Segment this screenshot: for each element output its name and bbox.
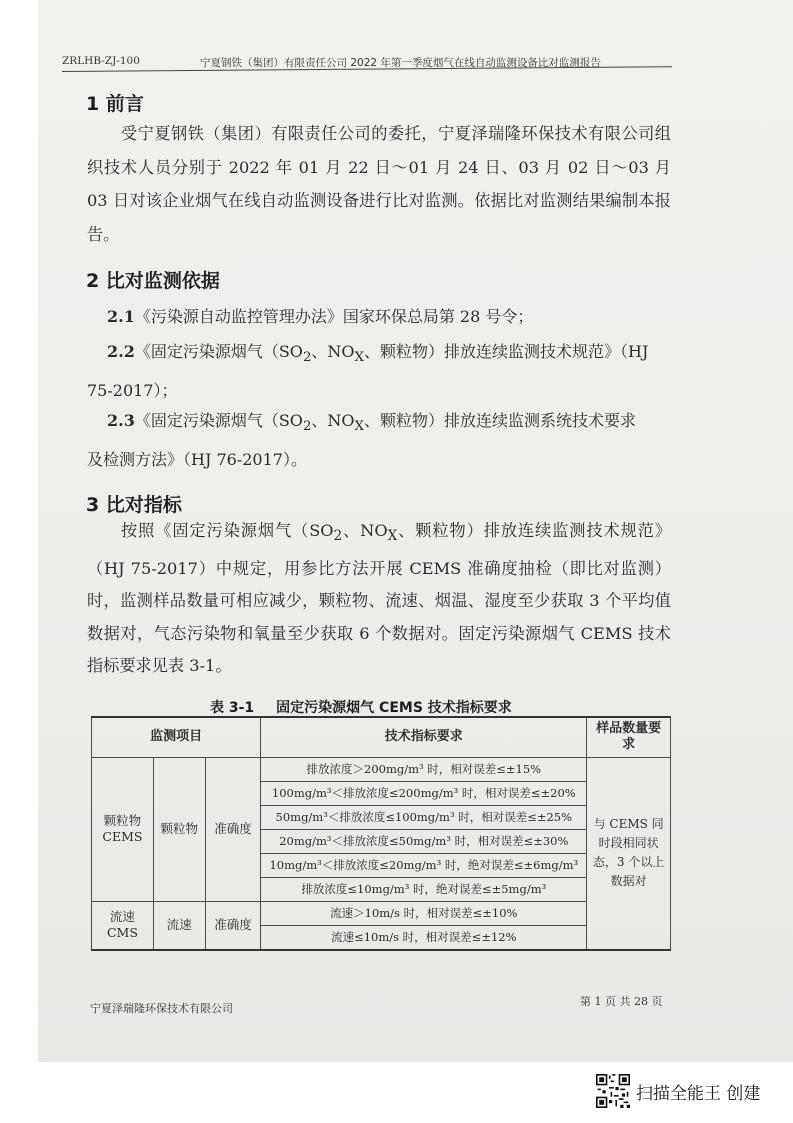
table-header-row: [92, 717, 671, 757]
ref-number: 2.3: [107, 411, 135, 430]
requirement-cell: 20mg/m³＜排放浓度≤50mg/m³ 时，相对误差≤±30%: [261, 829, 587, 853]
flow-cms-cell: 流速 CMS: [92, 901, 154, 950]
header-sample: 样品数量要求: [587, 717, 671, 757]
ref-text: 《污染源自动监控管理办法》国家环保总局第 28 号令；: [134, 307, 534, 326]
body-text: 、NO: [342, 521, 388, 540]
flow-cell: 流速: [153, 901, 205, 950]
subscript: X: [354, 350, 365, 366]
section-1-body: 受宁夏钢铁（集团）有限责任公司的委托，宁夏泽瑞隆环保技术有限公司组织技术人员分别于 2022 年 01 月 22 日～01 月 24 日、03 月 02 日～03 月 03 日对该企业烟气在线自动监测设备进行比对监测。依据比对监测结果编制本报告。: [87, 124, 671, 244]
section-3-heading: 3 比对指标: [86, 494, 182, 516]
footer-company: 宁夏泽瑞隆环保技术有限公司: [90, 1002, 233, 1015]
header-title: 宁夏钢铁（集团）有限责任公司 2022 年第一季度烟气在线自动监测设备比对监测报告: [200, 57, 601, 69]
header-item: 监测项目: [92, 717, 261, 757]
spec-table: [91, 716, 671, 951]
table-caption: [210, 697, 570, 717]
subscript: 2: [302, 350, 312, 366]
flow-accuracy-cell: 准确度: [205, 901, 261, 950]
requirement-cell: 10mg/m³＜排放浓度≤20mg/m³ 时，绝对误差≤±6mg/m³: [261, 853, 587, 877]
table-row: [92, 901, 671, 925]
reference-2-3: [87, 404, 671, 476]
requirement-cell: 排放浓度＞200mg/m³ 时，相对误差≤±15%: [261, 757, 587, 781]
table-row: [92, 757, 671, 781]
ref-text: 、颗粒物）排放连续监测系统技术要求: [364, 411, 637, 430]
requirement-cell: 排放浓度≤10mg/m³ 时，绝对误差≤±5mg/m³: [261, 877, 587, 901]
reference-2-1: [87, 300, 671, 333]
footer-page-number: 第 1 页 共 28 页: [580, 995, 663, 1008]
pm-cell: 颗粒物: [153, 757, 205, 901]
reference-2-2: [87, 335, 671, 407]
requirement-cell: 流速≤10m/s 时，相对误差≤±12%: [261, 925, 587, 950]
section-1-heading: 1 前言: [86, 93, 144, 115]
ref-number: 2.2: [107, 342, 135, 361]
requirement-cell: 流速＞10m/s 时，相对误差≤±10%: [261, 901, 587, 925]
ref-text: 、NO: [311, 342, 355, 361]
accuracy-cell: 准确度: [205, 757, 261, 901]
requirement-cell: 50mg/m³＜排放浓度≤100mg/m³ 时，相对误差≤±25%: [261, 805, 587, 829]
ref-text: 《固定污染源烟气（SO: [134, 411, 303, 430]
qr-code-icon: [596, 1074, 630, 1108]
section-2-heading: 2 比对监测依据: [86, 270, 220, 292]
watermark-text: 扫描全能王 创建: [636, 1083, 761, 1104]
subscript: X: [354, 419, 365, 435]
ref-text: 、颗粒物）排放连续监测技术规范》（HJ: [364, 342, 649, 361]
doc-code: ZRLHB-ZJ-100: [62, 55, 140, 67]
subscript: X: [387, 528, 398, 545]
ref-text: 75-2017）；: [87, 381, 178, 401]
body-text: 按照《固定污染源烟气（SO: [121, 521, 334, 540]
table-number: 表 3-1: [210, 700, 255, 716]
table-title: 固定污染源烟气 CEMS 技术指标要求: [276, 700, 512, 716]
ref-number: 2.1: [107, 307, 135, 326]
ref-text: 、NO: [311, 411, 355, 430]
requirement-cell: 100mg/m³＜排放浓度≤200mg/m³ 时，相对误差≤±20%: [261, 781, 587, 805]
subscript: 2: [302, 419, 312, 435]
section-3-body: [87, 515, 671, 683]
ref-text: 《固定污染源烟气（SO: [134, 342, 303, 361]
sample-requirement-cell: 与 CEMS 同时段相同状态，3 个以上数据对: [587, 757, 671, 950]
header-requirement: 技术指标要求: [261, 717, 587, 757]
body-text: 、颗粒物）排放连续监测技术规范》（HJ 75-2017）中规定，用参比方法开展 CEMS 准确度抽检（即比对监测）时，监测样品数量可相应减少，颗粒物、流速、烟温、湿度至少获取 3 个平均值数据对，气态污染物和氧量至少获取 6 个数据对。固定污染源烟气 CEMS 技术指标要求见表 3-1。: [87, 521, 671, 676]
pm-cems-cell: 颗粒物 CEMS: [92, 757, 154, 901]
subscript: 2: [333, 528, 343, 545]
scanner-watermark: [596, 1070, 760, 1112]
ref-text: 及检测方法》（HJ 76-2017）。: [87, 450, 307, 470]
